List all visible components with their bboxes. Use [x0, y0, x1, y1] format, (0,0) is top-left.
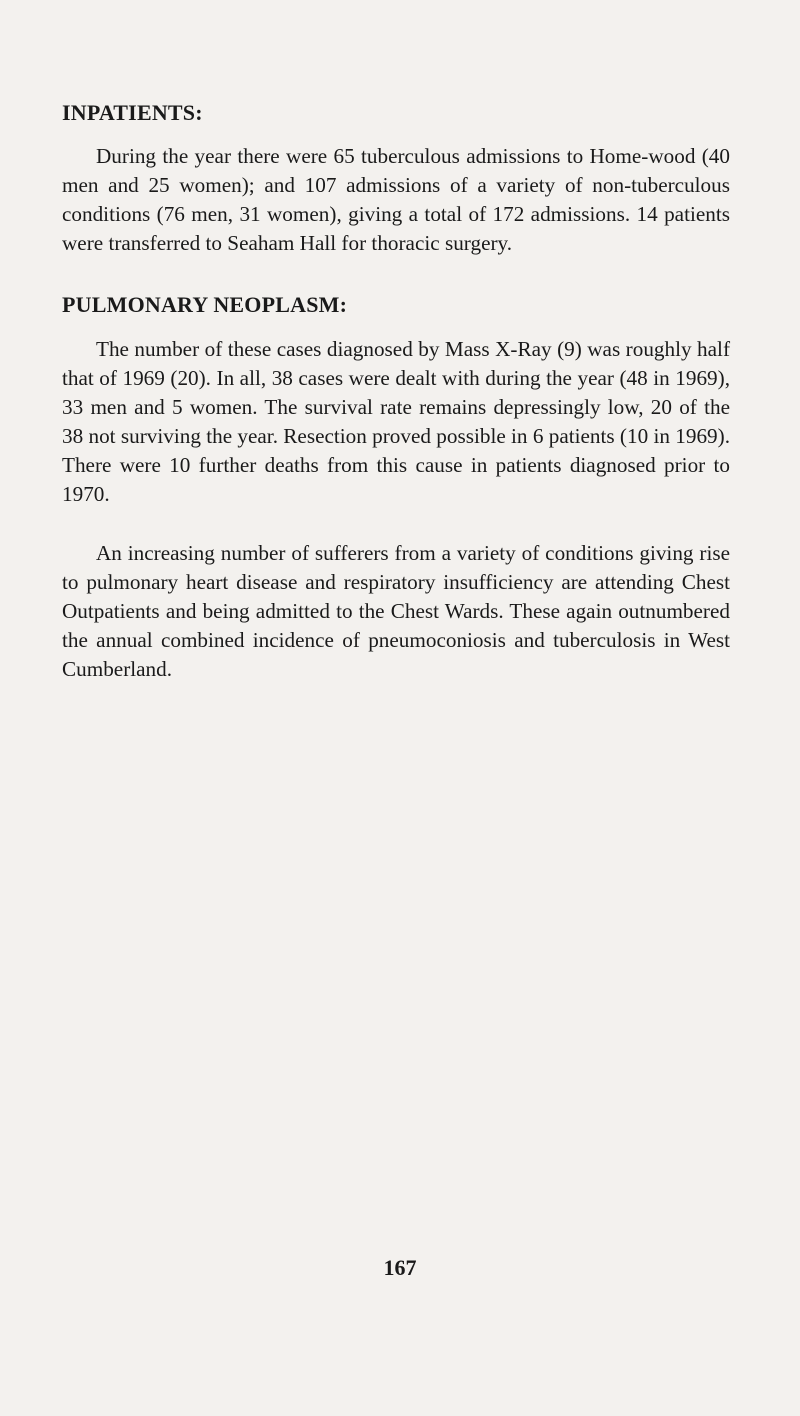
- paragraph: An increasing number of sufferers from a variety of conditions giving rise to pulmonary heart disease and respiratory insufficiency are attending Chest Outpatients and being admitted to the Chest Wards. These again outnumbered the annual combined incidence of pneumoconiosis and tuberculosis in West Cumberland.: [62, 540, 730, 681]
- page-number: 167: [383, 1255, 417, 1280]
- section-heading: PULMONARY NEOPLASM:: [62, 292, 348, 318]
- section-heading: INPATIENTS:: [62, 100, 203, 125]
- paragraph: The number of these cases diagnosed by Mass X-Ray (9) was roughly half that of 1969 (20). In all, 38 cases were dealt with during the year (48 in 1969), 33 men and 5 women. The survival rate remains depressingly low, 20 of the 38 not surviving the year. Resection proved possible in 6 patients (10 in 1969). There were 10 further deaths from this cause in patients diagnosed prior to 1970.: [62, 336, 730, 506]
- section-inpatients: [62, 100, 730, 258]
- page-content: [62, 100, 730, 718]
- section-pulmonary-neoplasm: [62, 292, 730, 683]
- paragraph: During the year there were 65 tuberculous admissions to Home-wood (40 men and 25 women); and 107 admissions of a variety of non-tuberculous conditions (76 men, 31 women), giving a total of 172 admissions. 14 patients were transferred to Seaham Hall for thoracic surgery.: [62, 144, 730, 256]
